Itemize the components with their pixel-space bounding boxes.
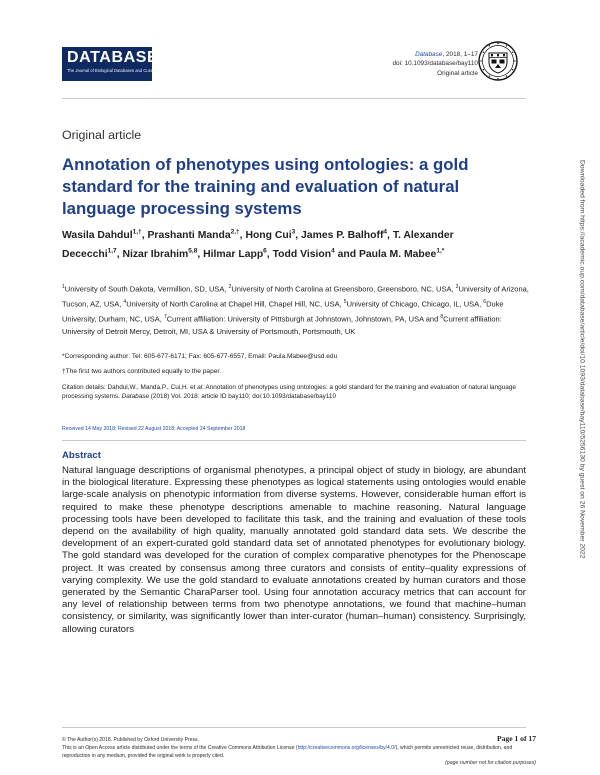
journal-article-type: Original article xyxy=(437,69,478,77)
article-title: Annotation of phenotypes using ontologies: a gold standard for the training and evaluation of natural language processing systems xyxy=(62,155,469,218)
download-side-note xyxy=(576,160,588,580)
author-name: Todd Vision xyxy=(272,248,332,260)
affiliation-sup: 5 xyxy=(343,299,347,305)
affiliation-text: University of South Dakota, Vermillion, SD, USA, xyxy=(64,284,229,294)
affiliation-sup: 3 xyxy=(455,284,459,290)
author-entry xyxy=(245,230,301,241)
author-separator: , xyxy=(295,230,302,242)
author-name: T. Alexander Dececchi xyxy=(62,230,454,260)
download-side-note-text: Downloaded from https://academic.oup.com/database/article/doi/10.1093/database/bay110/5256130 by guest on 26 November 2022 xyxy=(578,160,586,559)
author-affiliation-sup: 5,8 xyxy=(188,247,198,255)
journal-logo-text: DATABASE xyxy=(67,49,159,66)
header-rule xyxy=(62,98,526,99)
author-affiliation-sup: 3 xyxy=(291,229,296,236)
citation-journal: Database xyxy=(121,393,150,401)
affiliation-text: Current affiliation: University of Pittsburgh at Johnstown, Johnstown, PA, USA and xyxy=(166,314,441,324)
page-number: Page 1 of 17 xyxy=(496,734,536,743)
citation-details xyxy=(62,383,532,402)
author-name: James P. Balhoff xyxy=(301,230,384,242)
affiliation-text: University of North Carolina at Greensboro, Greensboro, NC, USA, xyxy=(231,284,456,294)
author-name: Prashanti Manda xyxy=(147,230,231,242)
affiliation-sup: 7 xyxy=(163,314,167,320)
license-link[interactable]: http://creativecommons.org/licenses/by/4.0/ xyxy=(297,745,396,751)
footer-license-text xyxy=(62,744,536,760)
author-entry xyxy=(62,230,147,241)
affiliation-text: University of Chicago, Chicago, IL, USA, xyxy=(346,299,484,309)
affiliation-text: University of North Carolina at Chapel Hill, Chapel Hill, NC, USA, xyxy=(126,299,344,309)
university-seal-icon xyxy=(478,40,518,82)
citation-middle: Annotation of phenotypes using ontologies: a gold standard for the training and evaluation of natural language processing systems. xyxy=(62,384,516,401)
footer-license xyxy=(62,736,536,760)
author-separator: , xyxy=(387,230,393,242)
abstract-rule xyxy=(62,440,526,441)
equal-contribution-note: †The first two authors contributed equally to the paper. xyxy=(62,368,222,375)
author-name: Hong Cui xyxy=(245,230,292,242)
footer-copyright: © The Author(s) 2018. Published by Oxford University Press. xyxy=(62,737,200,743)
author-name: Nizar Ibrahim xyxy=(122,248,189,260)
affiliation-text: University of Arizona, Tucson, AZ, USA, xyxy=(62,284,529,309)
journal-name: Database xyxy=(415,51,443,58)
journal-meta xyxy=(392,50,478,78)
author-separator: , xyxy=(141,230,148,242)
abstract-heading: Abstract xyxy=(62,450,101,461)
author-name: and Paula M. Mabee xyxy=(337,248,437,260)
license-post: ), which permits unrestricted reuse, distribution, and reproduction in any medium, provided the original work is properly cited. xyxy=(62,745,513,759)
journal-logo-tagline: The Journal of Biological Databases and Curation xyxy=(67,68,160,73)
author-affiliation-sup: 1,7 xyxy=(107,247,117,255)
affiliation-sup: 6 xyxy=(483,299,487,305)
journal-logo xyxy=(62,47,160,81)
abstract-text: Natural language descriptions of organismal phenotypes, a principal object of study in biology, are abundant in the biological literature. Expressing these phenotypes as logical statements using ontologies would enable large-scale analysis on phenotypic information from diverse systems. However, considerable human effort is required to make these phenotype descriptions amenable to machine reasoning. Natural language processing tools have been developed to facilitate this task, and the training and evaluation of these tools depend on the availability of high quality, manually annotated gold standard data sets. We describe the development of an expert-curated gold standard data set of annotated phenotypes for evolutionary biology. The gold standard was developed for the curation of complex comparative phenotypes for the Phenoscape project. It was created by consensus among three curators and consists of entity–quality expressions of varying complexity. We use the gold standard to evaluate annotations created by human curators and those generated by the Semantic CharaParser tool. Using four annotation accuracy metrics that can account for any level of relationship between terms from two phenotype annotations, we found that machine–human consistency, or similarity, was significantly lower than inter-curator (human–human) consistency. Surprisingly, allowing curators xyxy=(62,465,526,635)
author-entry xyxy=(122,249,203,260)
page-number-note: (page number not for citation purposes) xyxy=(445,760,536,766)
journal-vol-pages: , 2018, 1–17 xyxy=(442,51,478,58)
affiliation-text: Duke University, Durham, NC, USA, xyxy=(62,299,504,324)
author-name: Hilmar Lapp xyxy=(203,248,264,260)
author-affiliation-sup: 1,* xyxy=(436,247,445,255)
citation-suffix: (2018) Vol. 2018: article ID bay110; doi:10.1093/database/bay110 xyxy=(149,393,337,401)
affiliation-sup: 1 xyxy=(62,284,65,290)
received-dates: Received 14 May 2018; Revised 22 August 2018; Accepted 24 September 2018 xyxy=(62,426,246,432)
author-separator: , xyxy=(197,248,204,260)
author-entry xyxy=(338,249,445,260)
affiliations xyxy=(62,281,532,339)
affiliation-sup: 4 xyxy=(123,299,127,305)
corresponding-author: *Corresponding author: Tel: 605-677-6171; Fax: 605-677-6557, Email: Paula.Mabee@usd.edu xyxy=(62,353,338,360)
author-affiliation-sup: 4 xyxy=(383,229,388,236)
footer-rule xyxy=(62,727,526,728)
author-affiliation-sup: 4 xyxy=(331,247,335,255)
author-separator: , xyxy=(116,248,123,260)
author-affiliation-sup: 6 xyxy=(263,247,267,255)
journal-citation-line xyxy=(392,50,478,59)
affiliation-sup: 8 xyxy=(440,314,444,320)
author-affiliation-sup: 2,† xyxy=(230,229,240,236)
section-label: Original article xyxy=(62,128,142,142)
author-entry xyxy=(301,230,393,241)
author-entry xyxy=(273,249,338,260)
affiliation-sup: 2 xyxy=(228,284,232,290)
citation-etal: et al. xyxy=(190,384,204,391)
journal-doi: doi: 10.1093/database/bay110 xyxy=(392,60,478,68)
citation-prefix: Citation details: Dahdul,W., Manda,P., Cui,H. xyxy=(62,384,191,391)
author-list xyxy=(62,226,532,263)
author-affiliation-sup: 1,† xyxy=(132,229,142,236)
affiliation-text: Current affiliation: University of Detroit Mercy, Detroit, MI, USA & University of Portsmouth, Portsmouth, UK xyxy=(62,314,502,336)
author-separator: , xyxy=(266,248,273,260)
author-entry xyxy=(147,230,245,241)
author-name: Wasila Dahdul xyxy=(62,230,133,242)
license-pre: This is an Open Access article distributed under the terms of the Creative Commons Attribution License ( xyxy=(62,745,298,751)
author-separator: , xyxy=(239,230,246,242)
author-entry xyxy=(203,249,272,260)
